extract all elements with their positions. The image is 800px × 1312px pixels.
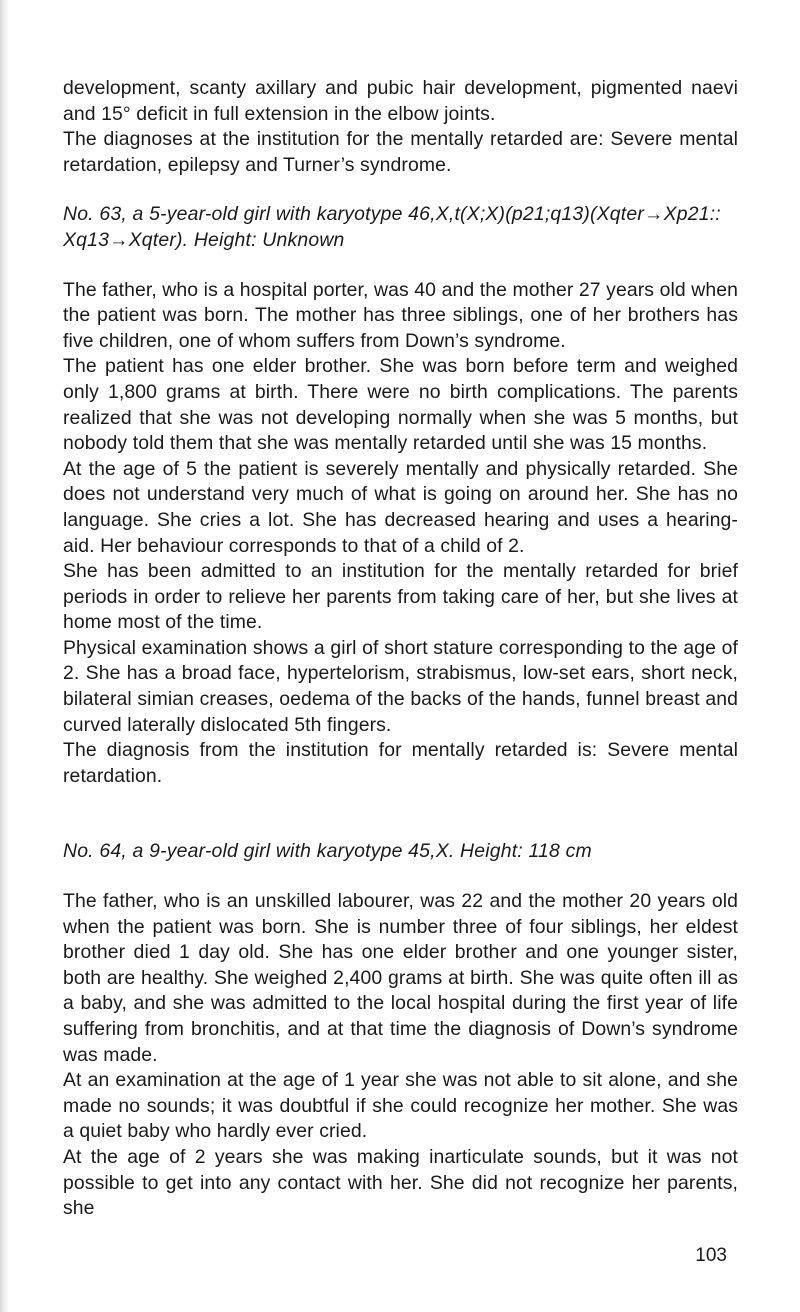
case-63-paragraph: At the age of 5 the patient is severely mentally and physically retarded. She does not understand very much of what is going on around her. She has no language. She cries a lot. She has decreased hearing and uses a hearing-aid. Her behaviour corresponds to that of a child of 2. bbox=[63, 457, 738, 557]
case-64-paragraph: The father, who is an unskilled labourer, was 22 and the mother 20 years old when the patient was born. She is number three of four siblings, her eldest brother died 1 day old. She has one elder brother and one younger sister, both are healthy. She weighed 2,400 grams at birth. She was quite often ill as a baby, and she was admitted to the local hospital during the first year of life suffering from bronchitis, and at that time the diagnosis of Down’s syndrome was made. bbox=[63, 890, 738, 1066]
intro-paragraph-1: development, scanty axillary and pubic hair development, pigmented naevi and 15° deficit in full extension in the elbow joints. bbox=[63, 77, 738, 125]
case-63-heading: No. 63, a 5-year-old girl with karyotype 46,X,t(X;X)(p21;q13)(Xqter→Xp21:: Xq13→Xqter). Height: Unknown bbox=[63, 203, 721, 251]
page-number: 103 bbox=[695, 1245, 727, 1266]
case-64-paragraph: At the age of 2 years she was making inarticulate sounds, but it was not possible to get into any contact with her. She did not recognize her parents, she bbox=[63, 1145, 738, 1220]
case-63-paragraph: The patient has one elder brother. She was born before term and weighed only 1,800 grams at birth. There were no birth complications. The parents realized that she was not developing normally when she was 5 months, but nobody told them that she was mentally retarded until she was 15 months. bbox=[63, 355, 738, 455]
scan-shadow-edge bbox=[0, 0, 10, 1312]
case-64-heading: No. 64, a 9-year-old girl with karyotype 45,X. Height: 118 cm bbox=[63, 840, 592, 863]
case-63-paragraph: Physical examination shows a girl of short stature corresponding to the age of 2. She has a broad face, hypertelorism, strabismus, low-set ears, short neck, bilateral simian creases, oedema of the backs of the hands, funnel breast and curved laterally dislocated 5th fingers. bbox=[63, 636, 738, 736]
case-63-paragraph: The diagnosis from the institution for mentally retarded is: Severe mental retardation. bbox=[63, 739, 738, 787]
case-64-paragraph: At an examination at the age of 1 year she was not able to sit alone, and she made no sounds; it was doubtful if she could recognize her mother. She was a quiet baby who hardly ever cried. bbox=[63, 1069, 738, 1143]
case-63-paragraph: The father, who is a hospital porter, was 40 and the mother 27 years old when the patient was born. The mother has three siblings, one of her brothers has five children, one of whom suffers from Down’s syndrome. bbox=[63, 278, 738, 352]
text-column bbox=[63, 76, 738, 1222]
intro-paragraph-2: The diagnoses at the institution for the mentally retarded are: Severe mental retardation, epilepsy and Turner’s syndrome. bbox=[63, 128, 738, 176]
case-63-paragraph: She has been admitted to an institution for the mentally retarded for brief periods in order to relieve her parents from taking care of her, but she lives at home most of the time. bbox=[63, 560, 738, 634]
